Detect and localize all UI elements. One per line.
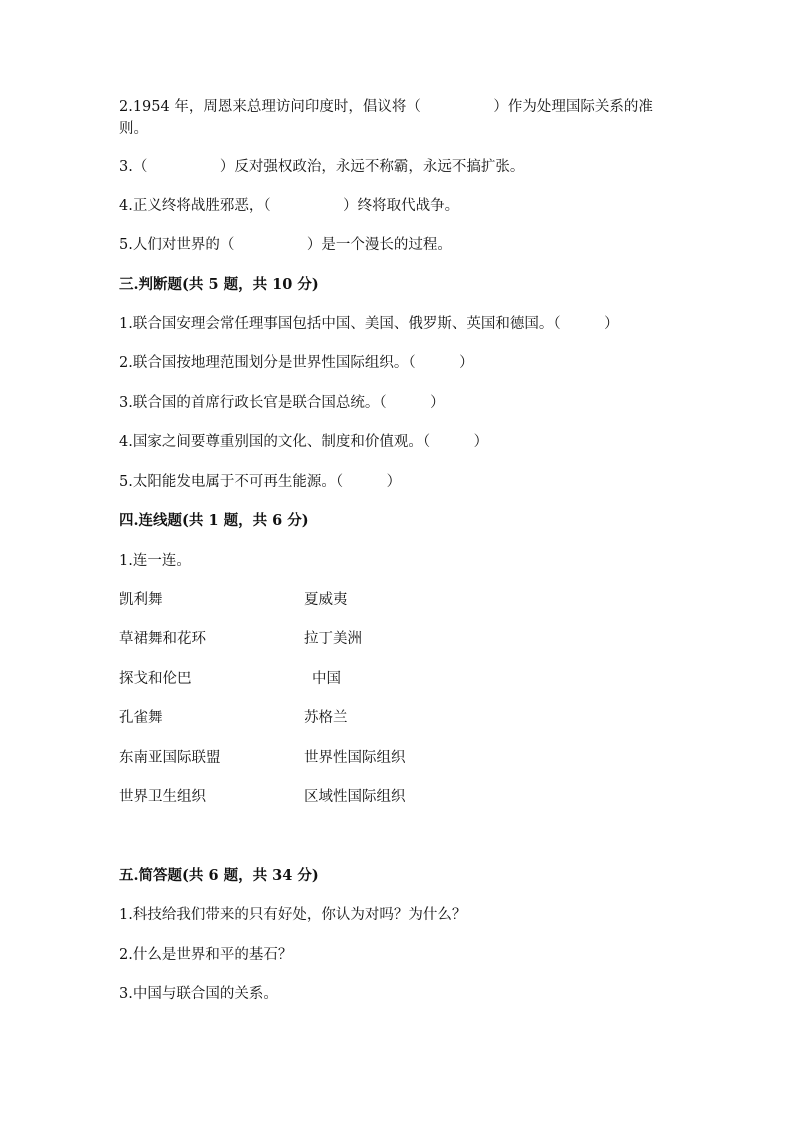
match-right-item: 世界性国际组织 bbox=[304, 750, 406, 766]
match-left-item: 世界卫生组织 bbox=[119, 789, 206, 805]
match-left-item: 东南亚国际联盟 bbox=[119, 750, 221, 766]
true-false-question-2: 2.联合国按地理范围划分是世界性国际组织。（ ） bbox=[119, 355, 474, 371]
short-answer-question-2: 2.什么是世界和平的基石？ bbox=[119, 947, 293, 963]
short-answer-question-1: 1.科技给我们带来的只有好处，你认为对吗？为什么？ bbox=[119, 907, 467, 923]
section-heading-true-false: 三.判断题(共 5 题，共 10 分) bbox=[119, 276, 319, 293]
section-heading-matching: 四.连线题(共 1 题，共 6 分) bbox=[119, 512, 309, 529]
match-left-item: 孔雀舞 bbox=[119, 710, 163, 726]
match-left-item: 草裙舞和花环 bbox=[119, 631, 206, 647]
section-heading-short-answer: 五.简答题(共 6 题，共 34 分) bbox=[119, 867, 319, 884]
true-false-question-4: 4.国家之间要尊重别国的文化、制度和价值观。（ ） bbox=[119, 434, 489, 450]
fill-blank-question-4: 4.正义终将战胜邪恶，（ ）终将取代战争。 bbox=[119, 198, 460, 214]
matching-question: 1.连一连。 bbox=[119, 553, 191, 569]
match-left-item: 凯利舞 bbox=[119, 592, 163, 608]
short-answer-question-3: 3.中国与联合国的关系。 bbox=[119, 986, 278, 1002]
match-left-item: 探戈和伦巴 bbox=[119, 671, 192, 687]
match-right-item: 中国 bbox=[312, 671, 341, 687]
true-false-question-1: 1.联合国安理会常任理事国包括中国、美国、俄罗斯、英国和德国。（ ） bbox=[119, 316, 619, 332]
true-false-question-3: 3.联合国的首席行政长官是联合国总统。（ ） bbox=[119, 395, 445, 411]
fill-blank-question-3: 3.（ ）反对强权政治，永远不称霸，永远不搞扩张。 bbox=[119, 159, 525, 175]
fill-blank-question-2: 2.1954 年，周恩来总理访问印度时，倡议将（ ）作为处理国际关系的准则。 bbox=[119, 99, 653, 137]
fill-blank-question-5: 5.人们对世界的（ ）是一个漫长的过程。 bbox=[119, 237, 452, 253]
match-right-item: 苏格兰 bbox=[304, 710, 348, 726]
match-right-item: 拉丁美洲 bbox=[304, 631, 362, 647]
true-false-question-5: 5.太阳能发电属于不可再生能源。（ ） bbox=[119, 474, 402, 490]
match-right-item: 夏威夷 bbox=[304, 592, 348, 608]
match-right-item: 区域性国际组织 bbox=[304, 789, 406, 805]
